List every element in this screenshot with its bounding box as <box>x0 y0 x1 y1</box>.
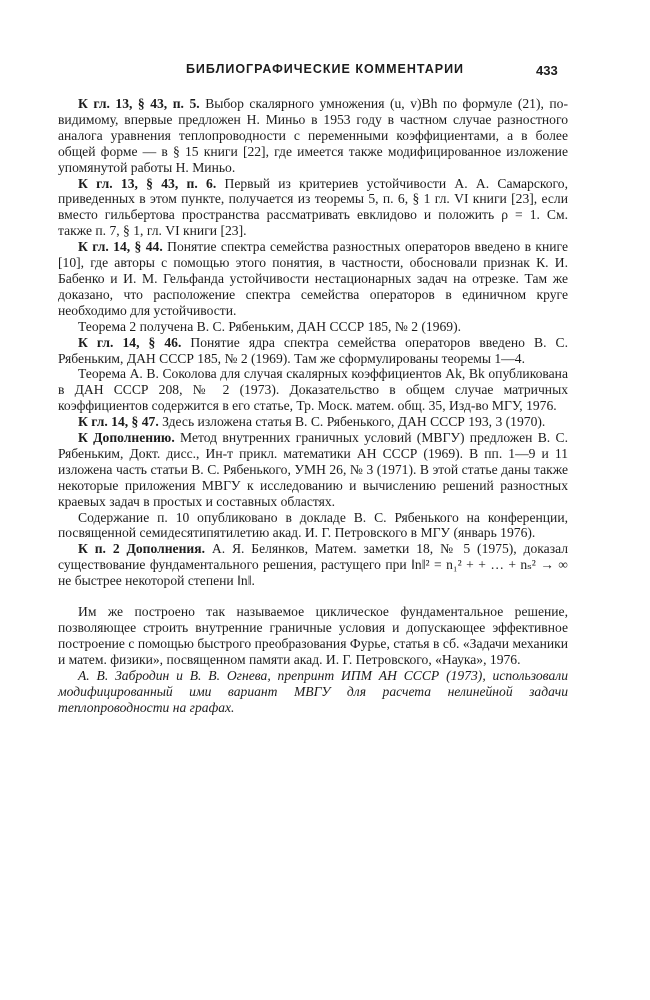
paragraph-lead: К гл. 14, § 44. <box>78 239 163 255</box>
paragraph-zabrodin <box>58 668 568 716</box>
paragraph-text: Здесь изложена статья В. С. Рябенького, ДАН СССР 193, 3 (1970). <box>158 414 546 430</box>
paragraph-supplement <box>58 430 568 510</box>
paragraph-text: Им же построено так называемое циклическое фундаментальное решение, позволяющее строить внутренние граничные условия и допускающее эффективное построение с помощью быстрого преобразования Фурье, статья в сб. «Задачи механики и матем. физики», посвященном памяти акад. И. Г. Петровского, «Наука», 1976. <box>58 604 568 667</box>
paragraph-text: Метод внутренних граничных условий (МВГУ) предложен В. С. Рябеньким, Докт. дисс., Ин-т прикл. математики АН СССР (1969). В пп. 1—9 и 11 изложена часть статьи В. С. Рябенького, УМН 26, № 3 (1971). В этой статье даны также некоторые приложения МВГУ к исследованию и вычислению решений разностных краевых задач в простых и составных областях. <box>58 430 568 509</box>
paragraph-supplement-p2 <box>58 541 568 589</box>
paragraph-ch13-s43-p5 <box>58 96 568 176</box>
running-header: БИБЛИОГРАФИЧЕСКИЕ КОММЕНТАРИИ <box>185 62 465 76</box>
paragraph-text: Теорема А. В. Соколова для случая скалярных коэффициентов Ak, Bk опубликована в ДАН СССР 208, № 2 (1973). Доказательство в общем случае матричных коэффициентов содержится в его статье, Тр. Моск. матем. общ. 35, Изд-во МГУ, 1976. <box>58 366 568 414</box>
paragraph-text: Теорема 2 получена В. С. Рябеньким, ДАН СССР 185, № 2 (1969). <box>78 318 462 334</box>
paragraph-ch14-s46 <box>58 335 568 367</box>
paragraph-sokolov-theorem <box>58 366 568 414</box>
paragraph-ch14-s47 <box>58 414 568 430</box>
paragraph-text: Первый из критериев устойчивости А. А. Самарского, приведенных в этом пункте, получается из теоремы 5, п. 6, § 1 гл. VI книги [23], если вместо гильбертова пространства рассматривать евклидово и положить ρ = 1. См. также п. 7, § 1, гл. VI книги [23]. <box>58 175 568 239</box>
paragraph-text: Понятие спектра семейства разностных операторов введено в книге [10], где авторы с помощью этого понятия, в частности, обосновали признак К. И. Бабенко и И. М. Гельфанда устойчивости нестационарных задач на отрезке. Там же доказано, что расположение спектра семейства операторов в единичном круге необходимо для устойчивости. <box>58 239 568 318</box>
paragraph-ch13-s43-p6 <box>58 176 568 240</box>
paragraph-lead: К гл. 13, § 43, п. 6. <box>78 175 217 191</box>
paragraph-lead: К гл. 14, § 47. <box>78 414 159 430</box>
paragraph-text: А. Я. Белянков, Матем. заметки 18, № 5 (1975), доказал существование фундаментального решения, растущего при ‖n‖² = n₁² + + … + nₛ² → ∞ не быстрее некоторой степени ‖n‖. <box>58 541 569 589</box>
paragraph-ch14-s44 <box>58 239 568 319</box>
paragraph-text: А. В. Забродин и В. В. Огнева, препринт ИПМ АН СССР (1973), использовали модифицированный ими вариант МВГУ для расчета нелинейной задачи теплопроводности на графах. <box>58 667 568 715</box>
paragraph-lead: К гл. 14, § 46. <box>78 334 182 350</box>
paragraph-lead: К п. 2 Дополнения. <box>78 541 206 557</box>
paragraph-text: Содержание п. 10 опубликовано в докладе В. С. Рябенького на конференции, посвященной семидесятипятилетию акад. И. Г. Петровского в МГУ (январь 1976). <box>58 509 568 541</box>
paragraph-section-10 <box>58 510 568 542</box>
paragraph-lead: К Дополнению. <box>78 430 175 446</box>
paragraph-lead: К гл. 13, § 43, п. 5. <box>78 96 200 111</box>
paragraph-theorem-2 <box>58 319 568 335</box>
paragraph-cyclic-solution <box>58 604 568 668</box>
commentary-body <box>58 96 568 715</box>
page-number: 433 <box>536 63 558 78</box>
paragraph-text: Выбор скалярного умножения (u, v)Bh по формуле (21), по-видимому, впервые предложен Н. Миньо в 1953 году в частном случае разностного аналога уравнения теплопроводности с переменными коэффициентами, а в более общей форме — в § 15 книги [22], где имеется также модифицированное изложение упомянутой работы Н. Миньо. <box>58 96 568 175</box>
paragraph-text: Понятие ядра спектра семейства операторов введено В. С. Рябеньким, ДАН СССР 185, № 2 (1969). Там же сформулированы теоремы 1—4. <box>58 334 568 366</box>
